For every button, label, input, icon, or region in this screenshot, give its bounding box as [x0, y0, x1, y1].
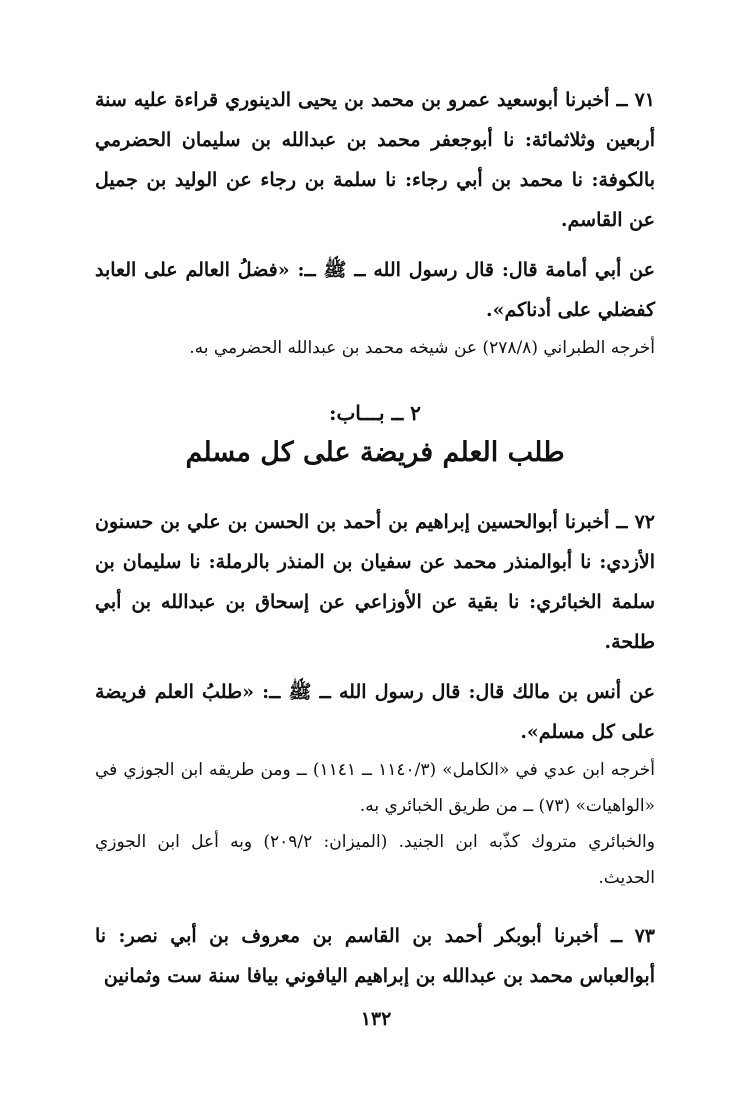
chapter-title: طلب العلم فريضة على كل مسلم	[185, 437, 565, 468]
chapter-heading	[95, 396, 655, 476]
page-body	[95, 80, 655, 996]
hadith-71-takhrij: أخرجه الطبراني (٢٧٨/٨) عن شيخه محمد بن عبدالله الحضرمي به.	[189, 338, 655, 358]
hadith-72-isnad: ٧٢ ــ أخبرنا أبوالحسين إبراهيم بن أحمد بن الحسن بن علي بن حسنون الأزدي: نا أبوالمنذر محمد عن سفيان بن المنذر بالرملة: نا سليمان بن سلمة الخبائري: نا بقية عن الأوزاعي عن إسحاق بن عبدالله بن أبي طلحة.	[95, 511, 655, 653]
chapter-number: ٢ ــ بـــاب:	[329, 401, 421, 425]
hadith-72-takhrij: أخرجه ابن عدي في «الكامل» (١١٤٠/٣ ــ ١١٤١) ــ ومن طريقه ابن الجوزي في «الواهيات» (٧٣) ــ من طريق الخبائري به.	[95, 760, 655, 816]
hadith-73-isnad: ٧٣ ــ أخبرنا أبوبكر أحمد بن القاسم بن معروف بن أبي نصر: نا أبوالعباس محمد بن عبدالله بن إبراهيم اليافوني بيافا سنة ست وثمانين	[95, 925, 655, 987]
hadith-72-matn: عن أنس بن مالك قال: قال رسول الله ــ ﷺ ــ: «طلبُ العلم فريضة على كل مسلم».	[95, 681, 655, 743]
hadith-72-takhrij-note: والخبائري متروك كذّبه ابن الجنيد. (الميزان: ٢٠٩/٢) وبه أعل ابن الجوزي الحديث.	[95, 832, 655, 888]
hadith-71-matn: عن أبي أمامة قال: قال رسول الله ــ ﷺ ــ: «فضلُ العالم على العابد كفضلي على أدناكم».	[95, 259, 655, 321]
page-number: ١٣٢	[360, 1008, 392, 1030]
hadith-71-isnad: ٧١ ــ أخبرنا أبوسعيد عمرو بن محمد بن يحيى الدينوري قراءة عليه سنة أربعين وثلاثمائة: نا أبوجعفر محمد بن عبدالله بن سليمان الحضرمي بالكوفة: نا محمد بن أبي رجاء: نا سلمة بن رجاء عن الوليد بن جميل عن القاسم.	[95, 89, 655, 231]
